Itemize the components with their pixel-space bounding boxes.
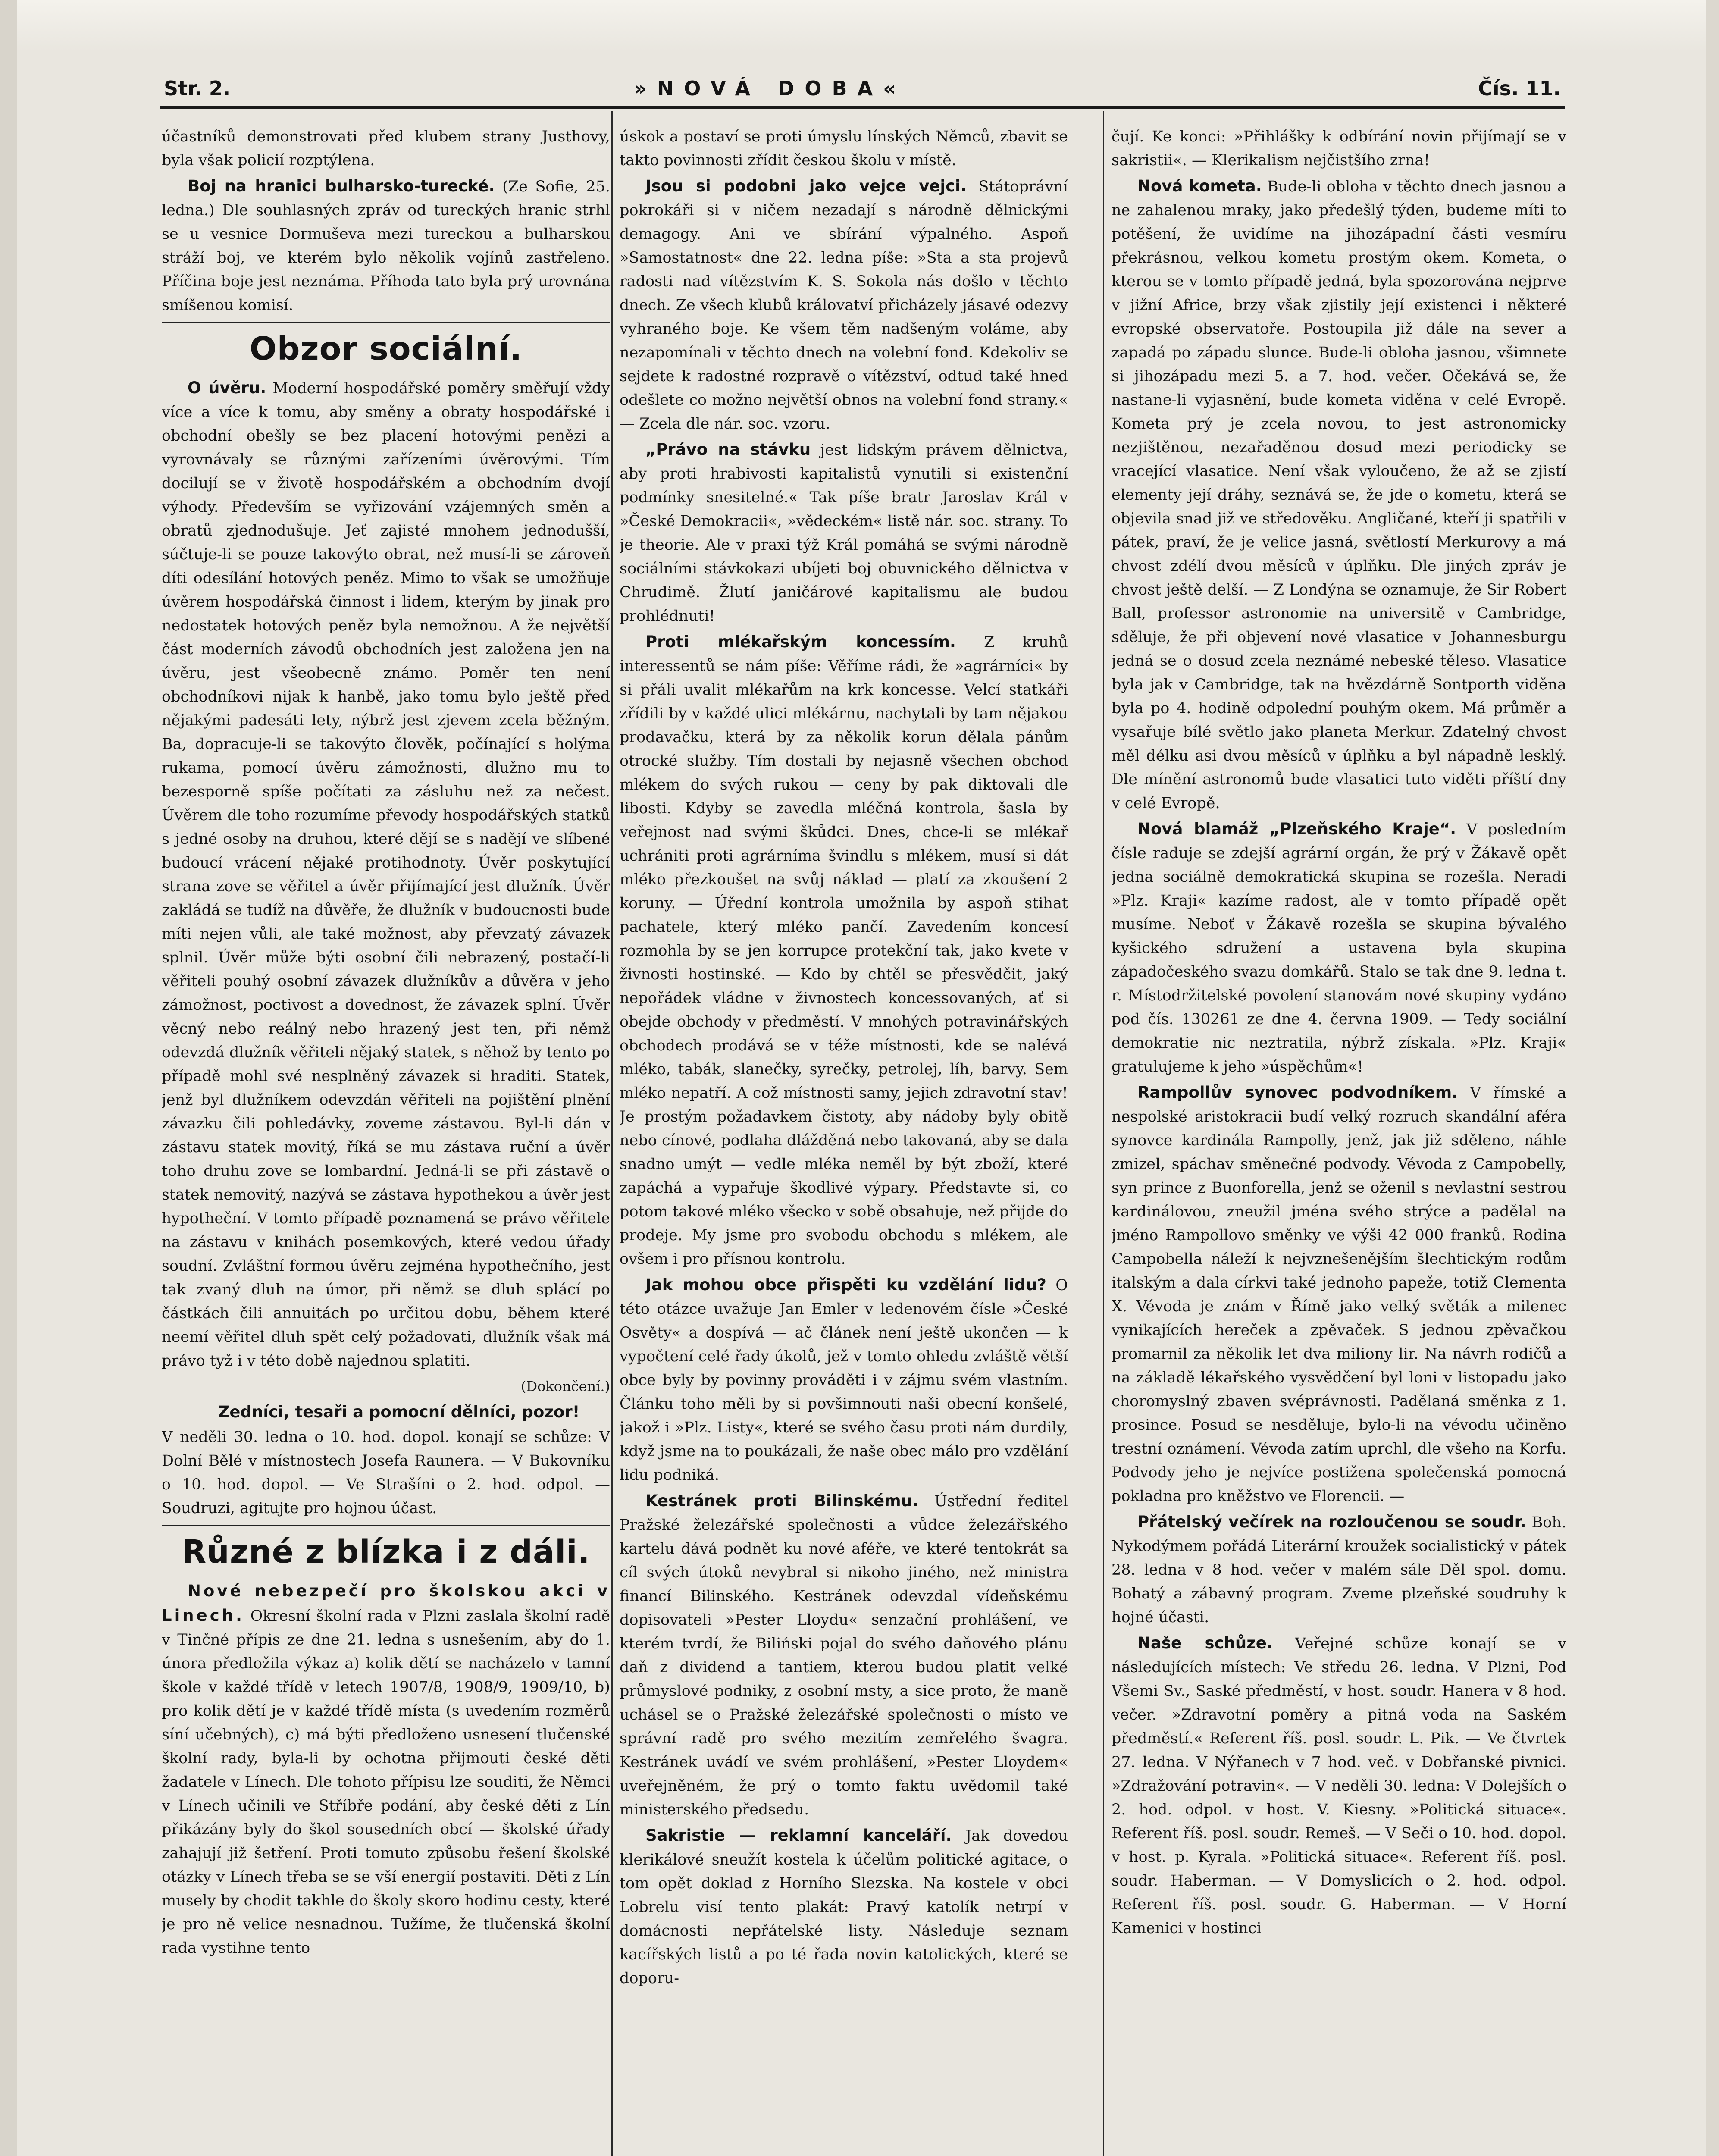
scan-margin-top xyxy=(0,0,1719,52)
column-divider-1 xyxy=(611,111,613,2156)
issue-number: Čís. 11. xyxy=(1478,77,1561,100)
article-continuation: čují. Ke konci: »Přihlášky k odbírání novin přijímají se v sakristii«. — Klerikalism nejčistšího zrna! xyxy=(1112,128,1566,169)
article-headline: Proti mlékařským koncessím. xyxy=(645,633,956,651)
section-title-miscellany: Různé z blízka i z dáli. xyxy=(162,1525,610,1571)
notice-title: Zedníci, tesaři a pomocní dělníci, pozor! xyxy=(218,1403,580,1421)
article-body: V římské a nespolské aristokracii budí velký rozruch skandální aféra synovce kardinála Rampolly, jenž, jak již sděleno, náhle zmizel, spáchav směnečné podvody. Vévoda z Campobelly, syn prince z Buonforella, jenž se oženil s nevlastní sestrou kardinálovou, zneužil jména svého strýce a padělal na jméno Rampollovo směnky ve výši 42 000 franků. Rodina Campobella náleží k nejvznešenějším šlechtickým rodům italským a dala církvi také jednoho papeže, totiž Clementa X. Vévoda je znám v Římě jako velký světák a milenec vynikajících hereček a zpěvaček. S jednou zpěvačkou promarnil za několik let dva miliony lir. Na návrh rodičů a na základě lékařského vysvědčení byl loni v listopadu jako choromyslný zbaven svéprávnosti. Padělaná směnka z 1. prosince. Posud se nesděluje, bylo-li na vévodu učiněno trestní oznámení. Vévoda zatím uprchl, dle všeho na Korfu. Podvody jeho je nejvíce postižena společenská pomocná pokladna pro kněžstvo ve Florencii. — xyxy=(1112,1084,1566,1505)
scan-margin-right xyxy=(1706,0,1719,2156)
article-bulgarian-border xyxy=(162,174,610,317)
column-divider-2 xyxy=(1103,111,1104,2156)
notice-body: V neděli 30. ledna o 10. hod. dopol. konají se schůze: V Dolní Bělé v místnostech Josefa Raunera. — V Bukovníku o 10. hod. dopol. — Ve Strašíni o 2. hod. odpol. — Soudruzi, agitujte pro hojnou účast. xyxy=(162,1429,610,1517)
article-headline: Nová kometa. xyxy=(1137,177,1262,195)
article-sacristy xyxy=(620,1824,1068,1990)
article-body: Z kruhů interessentů se nám píše: Věříme rádi, že »agrárníci« by si přáli uvalit mlékařům na krk koncesse. Velcí statkáři zřídili by v každé ulici mlékárnu, nachytali by tam nějakou prodavačku, která by za několik korun dělala pánům otrocké služby. Tím dostali by nejasně všechen obchod mlékem do svých rukou — ceny by pak diktovali dle libosti. Kdyby se zavedla mléčná kontrola, šasla by veřejnost nad svými škůdci. Dnes, chce-li se mlékař uchrániti proti agrárníma švindlu s mlékem, musí si dát mléko přezkoušet na svůj náklad — platí za zkoušení 2 koruny. — Úřední kontrola umožnila by aspoň stihat pachatele, který mléko pančí. Zavedením koncesí rozmohla by se jen korrupce protekční tak, jako kvete v živnosti hostinské. — Kdo by chtěl se přesvědčit, jaký nepořádek vládne v živnostech koncessovaných, ať si obejde obchody v předměstí. V mnohých potravinářských obchodech prodává se v téže místnosti, kde se nalévá mléko, tabák, slanečky, syrečky, petrolej, líh, barvy. Sem mléko nepatří. A což místnosti samy, jejich zdravotní stav! Je prostým požadavkem čistoty, aby nádoby byly obitě nebo cínové, podlaha dlážděná nebo takovaná, aby se dala snadno umýt — vedle mléka neměl by být zboží, které zapáchá a vypařuje škodlivé výpary. Představte si, co potom takové mléko všecko v sobě obsahuje, než přijde do prodeje. My jsme pro svobodu obchodu s mlékem, ale ovšem i pro přísnou kontrolu. xyxy=(620,634,1068,1268)
article-headline: Nová blamáž „Plzeňského Kraje“. xyxy=(1137,820,1456,838)
article-plzensky-kraj xyxy=(1112,817,1566,1079)
article-body: Veřejné schůze konají se v následujících místech: Ve středu 26. ledna. V Plzni, Pod Všemi Sv., Saské předměstí, v host. soudr. Hanera v 8 hod. večer. »Zdravotní poměry a pitná voda na Saském předměstí.« Referent říš. posl. soudr. L. Pik. — Ve čtvrtek 27. ledna. V Nýřanech v 7 hod. več. v Dobřanské pivnici. »Zdražování potravin«. — V neděli 30. ledna: V Dolejších o 2. hod. odpol. v host. V. Kiesny. »Politická situace«. Referent říš. posl. soudr. Remeš. — V Seči o 10. hod. dopol. v host. p. Kyrala. »Politická situace«. Referent říš. posl. soudr. Haberman. — V Domyslicích o 2. hod. odpol. Referent říš. posl. soudr. G. Haberman. — V Horní Kamenici v hostinci xyxy=(1112,1635,1566,1937)
column-2 xyxy=(620,125,1068,2156)
article-headline: Sakristie — reklamní kanceláří. xyxy=(645,1826,952,1845)
article-body: Jak dovedou klerikálové sneužít kostela k účelům politické agitace, o tom opět doklad z Horního Slezska. Na kostele v obci Lobrelu visí tento plakát: Pravý katolík netrpí v domácnosti nepřátelské listy. Následuje seznam kacířských listů a po té řada novin katolických, které se doporu- xyxy=(620,1827,1068,1987)
section-title-social: Obzor sociální. xyxy=(162,322,610,368)
article-body: Státoprávní pokrokáři si v ničem nezadají s národně dělnickými demagogy. Ani ve sbírání výpalného. Aspoň »Samostatnost« dne 22. ledna píše: »Sta a sta projevů radosti nad vítězstvím K. S. Sokola nás došlo v těchto dnech. Ze všech klubů královatví přicházely jásavé odezvy vyhraného boje. Ke všem těm nadšeným voláme, aby nezapomínali v těchto dnech na volební fond. Kdekoliv se sejdete k radostné rozpravě o vítězství, odtud také hned odešlete co možno největší obnos na volební fond strany.« — Zcela dle nár. soc. vzoru. xyxy=(620,178,1068,432)
article-headline: Nové nebezpečí pro školskou akci v Linech. xyxy=(162,1582,610,1625)
article-body: Ústřední ředitel Pražské železářské společnosti a vůdce železářského kartelu dává podnět ku nové aféře, ve které tentokrát sa cíl svých útoků nevybral si nikoho jiného, než ministra financí Bilinského. Kestránek odevzdal vídeňskému dopisovateli »Pester Lloydu« senzační prohlášení, ve kterém tvrdí, že Biliński pojal do svého daňového plánu daň z dividend a tantiem, kterou budou platit velké průmyslové podniky, z osobní msty, a sice proto, že maně uchásel se o Pražské železářské společnosti o místo ve správní radě pro svého mezitím zemřelého švagra. Kestránek uvádí ve svém prohlášení, »Pester Lloydem« uveřejněném, že prý o tomto faktu uvědomil také ministerského předsedu. xyxy=(620,1493,1068,1818)
article-body: Boh. Nykodýmem pořádá Literární kroužek socialistický v pátek 28. ledna v 8 hod. večer v malém sále Děl spol. domu. Bohatý a zábavný program. Zveme plzeňské soudruhy k hojné účasti. xyxy=(1112,1514,1566,1626)
article-credit xyxy=(162,376,610,1373)
article-milk-concessions xyxy=(620,630,1068,1271)
article-headline: O úvěru. xyxy=(188,379,266,397)
article-headline: Naše schůze. xyxy=(1137,1634,1273,1652)
header-rule xyxy=(160,106,1565,109)
masthead: »NOVÁ DOBA« xyxy=(634,77,906,100)
article-headline: Boj na hranici bulharsko-turecké. xyxy=(188,177,495,195)
article-headline: Přátelský večírek na rozloučenou se soudr. xyxy=(1137,1513,1526,1531)
column-1 xyxy=(162,125,610,2156)
article-continuation: účastníků demonstrovati před klubem strany Justhovy, byla však policií rozptýlena. xyxy=(162,128,610,169)
column-3 xyxy=(1112,125,1566,2156)
article-rampolla xyxy=(1112,1081,1566,1508)
page-header xyxy=(160,72,1565,107)
article-school-linech xyxy=(162,1579,610,1960)
article-body: V posledním čísle raduje se zdejší agrární orgán, že prý v Žákavě opět jedna sociálně demokratická skupina se rozešla. Neradi »Plz. Kraji« kazíme radost, ale v tomto případě opět musíme. Neboť v Žákavě rozešla se skupina bývalého kyšického sdružení a ustavena byla skupina západočeského svazu domkářů. Stalo se tak dne 9. ledna t. r. Místodržitelské povolení stanovám nové skupiny vydáno pod čís. 130261 ze dne 4. června 1909. — Tedy sociální demokratie nic neztratila, nýbrž získala. »Plz. Kraji« gratulujeme k jeho »úspěchům«! xyxy=(1112,821,1566,1075)
article-body: jest lidským právem dělnictva, aby proti hrabivosti kapitalistů vynutili si existenční podmínky snesitelné.« Tak píše bratr Jaroslav Král v »České Demokracii«, »vědeckém« listě nár. soc. strany. To je theorie. Ale v praxi týž Král pomáhá se svými národně sociálními stávkokazi ubíjeti boj obuvnického dělnictva v Chrudimě. Žlutí janičárové kapitalismu ale budou prohlédnuti! xyxy=(620,442,1068,625)
article-like-eggs xyxy=(620,174,1068,436)
article-body: (Ze Sofie, 25. ledna.) Dle souhlasných zpráv od tureckých hranic strhl se u vesnice Dormuševa mezi tureckou a bulharskou stráží boj, ve kterém bylo několik vojínů zastřeleno. Příčina boje jest neznáma. Příhoda tato byla prý urovnána smíšenou komisí. xyxy=(162,178,610,314)
article-headline: Jsou si podobni jako vejce vejci. xyxy=(645,177,967,195)
article-farewell-evening xyxy=(1112,1510,1566,1630)
article-headline: „Právo na stávku xyxy=(645,440,811,459)
article-our-meetings xyxy=(1112,1631,1566,1940)
article-body: Bude-li obloha v těchto dnech jasnou a ne zahalenou mraky, jako předešlý týden, budeme míti to potěšení, že uvidíme na jihozápadní části vesmíru překrásnou, velkou kometu prostým okem. Kometa, o kterou se v tomto případě jedná, byla spozorována nejprve v jižní Africe, brzy však zjistily její existenci i některé evropské observatoře. Postoupila již dále na sever a zapadá po západu slunce. Bude-li obloha jasnou, všimnete si jihozápadu mezi 5. a 7. hod. večer. Očekává se, že nastane-li vyjasnění, bude kometa viděna v celé Evropě. Kometa prý je zcela novou, to jest astronomicky nezjištěnou, nezařaděnou dosud mezi periodicky se vracející vlasatice. Není však vyloučeno, že až se zjistí elementy její dráhy, seznává se, že jde o kometu, která se objevila snad již ve středověku. Angličané, kteří ji spatřili v pátek, praví, že je velice jasná, světlostí Merkurovy a má chvost zdélí dvou měsíců v úplňku. Dle jiných zpráv je chvost ještě delší. — Z Londýna se oznamuje, že Sir Robert Ball, professor astronomie na universitě v Cambridge, sděluje, že při objevení nové vlasatice v Johannesburgu jedná se o dosud zcela neznámé nebeské těleso. Vlasatice byla jak v Cambridge, tak na hvězdárně Sontporth viděna byla po 4. hodině odpolední pouhým okem. Má průměr a vysařuje bílé světlo jako planeta Merkur. Zdatelný chvost měl délku asi dvou měsíců v úplňku a byl nápadně lesklý. Dle mínění astronomů bude vlasatici tuto viděti příští dny v celé Evropě. xyxy=(1112,178,1566,812)
page-number: Str. 2. xyxy=(164,77,231,100)
article-municipal-education xyxy=(620,1273,1068,1487)
article-headline: Jak mohou obce přispěti ku vzdělání lidu? xyxy=(645,1275,1046,1294)
article-right-to-strike xyxy=(620,438,1068,628)
article-headline: Rampollův synovec podvodníkem. xyxy=(1137,1083,1458,1102)
article-continuation: úskok a postaví se proti úmyslu línských Němců, zbavit se takto povinnosti zřídit českou školu v místě. xyxy=(620,128,1068,169)
article-headline: Kestránek proti Bilinskému. xyxy=(645,1492,919,1510)
article-kestranek xyxy=(620,1489,1068,1822)
article-new-comet xyxy=(1112,174,1566,815)
article-signoff: (Dokončení.) xyxy=(520,1378,610,1395)
article-body: Okresní školní rada v Plzni zaslala školní radě v Tinčné přípis ze dne 21. ledna s usnešením, aby do 1. února předložila výkaz a) kolik dětí se nacházelo v tamní škole v každé třídě v letech 1907/8, 1908/9, 1909/10, b) pro kolik dětí je v každé třídě místa (s uvedením rozměrů síní učebných), c) má býti předloženo usnesení tlučenské školní rady, byla-li by ochotna přijmouti české děti žadatele v Línech. Dle tohoto přípisu lze souditi, že Němci v Línech učinili ve Stříbře podání, aby české děti z Lín přikázány byly do škol sousedních obcí — školské úřady zahajují již šetření. Proti tomuto způsobu řešení školské otázky v Línech třeba se se vší energií postaviti. Děti z Lín musely by chodit takhle do školy skoro hodinu cesty, které je pro ně velice nesnadnou. Tužíme, že tlučenská školní rada vystihne tento xyxy=(162,1608,610,1957)
article-body: Moderní hospodářské poměry směřují vždy více a více k tomu, aby směny a obraty hospodářské i obchodní obešly se bez placení hotovými penězi a vyrovnávaly se různými zařízeními úvěrovými. Tím docilují se v životě hospodářském a obchodním dvojí výhody. Především se vyřizování vzájemných směn a obratů zjednodušuje. Jeť zajisté mnohem jednodušší, súčtuje-li se pouze takovýto obrat, než musí-li se zároveň díti odesílání hotových peněz. Mimo to však se umožňuje úvěrem hospodářská činnost i lidem, kterým by jinak pro nedostatek hotových peněz byla nemožnou. A že největší část moderních závodů obchodních jest založena jen na úvěru, jest všeobecně známo. Poměr ten není obchodníkovi nijak k hanbě, jako tomu bylo ještě před nějakými padesáti lety, nýbrž jest zjevem zcela běžným. Ba, dopracuje-li se takovýto člověk, počínající s holýma rukama, pomocí úvěru zámožnosti, dlužno mu to bezesporně spíše počítati za zásluhu než za nečest. Úvěrem dle toho rozumíme převody hospodářských statků s jedné osoby na druhou, které dějí se s nadějí ve slíbené budoucí vrácení nějaké protihodnoty. Úvěr poskytující strana zove se věřitel a úvěr přijímající jest dlužník. Úvěr zakládá se tudíž na důvěře, že dlužník v budoucnosti bude míti nejen vůli, ale také možnost, aby převzatý závazek splnil. Úvěr může býti osobní čili nebrazený, postačí-li věřiteli pouhý osobní závazek dlužníkův a důvěra v jeho zámožnost, poctivost a dovednost, že závazek splní. Úvěr věcný nebo reálný nebo hrazený jest ten, při němž odevzdá dlužník věřiteli nějaký statek, s něhož by tento po případě mohl své nesplněný závazek si hraditi. Statek, jenž byl dlužníkem odevzdán věřiteli na pojištění plnění závazku čili pohledávky, zoveme zástavou. Byl-li dán v zástavu statek movitý, říká se mu zástava ruční a úvěr toho druhu zove se lombardní. Jedná-li se při zástavě o statek nemovitý, nazývá se zástava hypothekou a úvěr jest hypotheční. V tomto případě poznamená se právo věřitele na zástavu v knihách posemkových, které vedou úřady soudní. Zvláštní formou úvěru zejména hypothečního, jest tak zvaný dluh na úmor, při němž se dluh splácí po částkách čili annuitách po určitou dobu, během které neemí věřitel dluh spět celý požadovati, dlužník však má právo tyž i v této době najednou splatiti. xyxy=(162,380,610,1369)
article-body: O této otázce uvažuje Jan Emler v ledenovém čísle »České Osvěty« a dospívá — ač článek není ještě ukončen — k vypočtení celé řady úkolů, jež v tomto ohledu zvláště větší obce byly by povinny prováděti i v zájmu svém vlastním. Článku toho měli by si povšimnouti naši obecní konšelé, jakož i »Plz. Listy«, které se svého času proti nám durdily, když jsme na to poukázali, že naše obec málo pro vzdělání lidu podniká. xyxy=(620,1277,1068,1484)
scan-margin-left xyxy=(0,0,17,2156)
